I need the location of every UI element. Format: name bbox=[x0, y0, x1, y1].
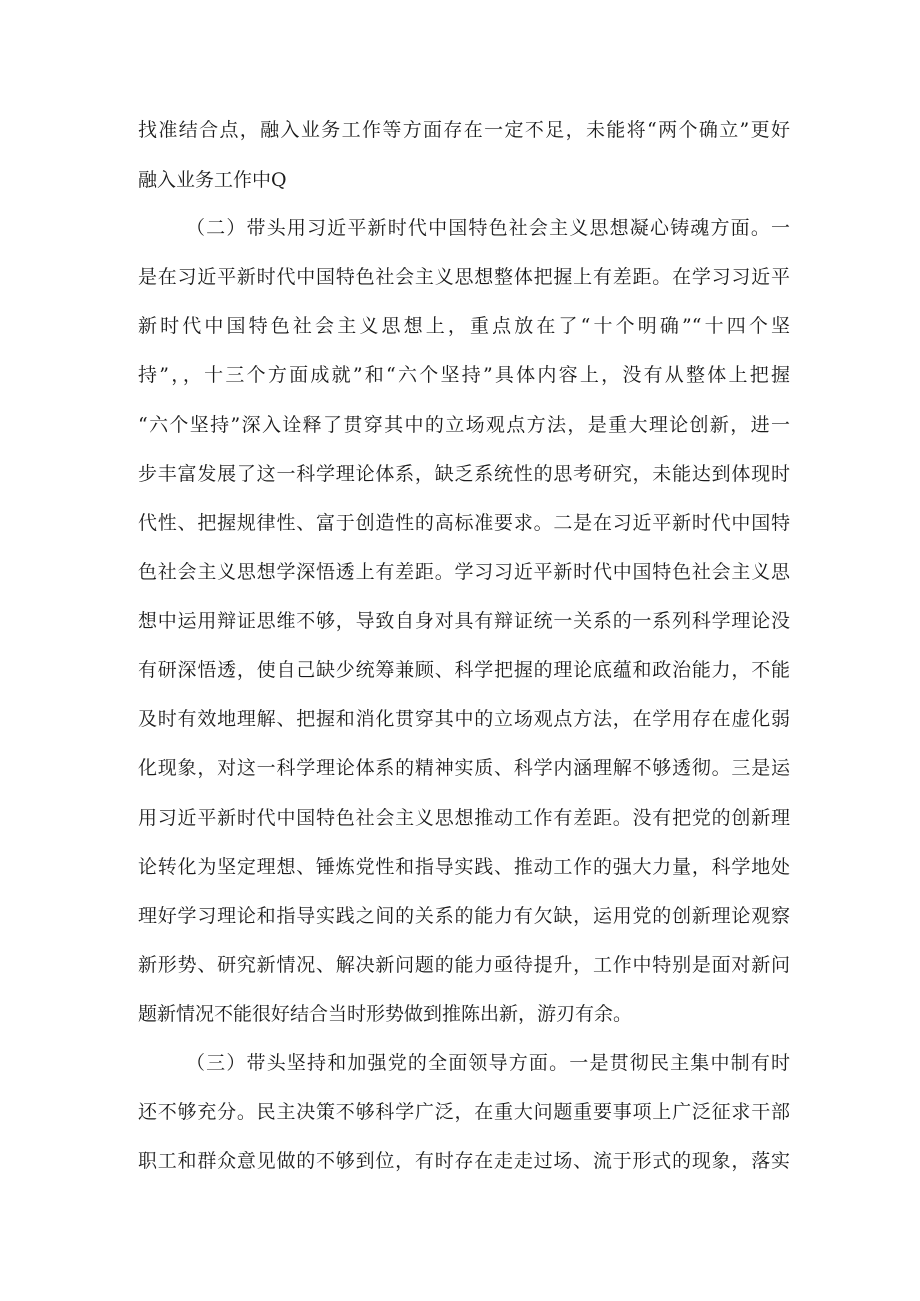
paragraph-1-line-2: 融入业务工作中Q bbox=[138, 169, 287, 191]
paragraph-3-line-3: 职工和群众意见做的不够到位，有时存在走走过场、流于形式的现象，落实 bbox=[138, 1150, 790, 1172]
paragraph-2-line-2: 是在习近平新时代中国特色社会主义思想整体把握上有差距。在学习习近平 bbox=[138, 266, 790, 288]
paragraph-1-line-1: 找准结合点，融入业务工作等方面存在一定不足，未能将“两个确立”更好 bbox=[138, 119, 790, 141]
paragraph-2-line-5: “六个坚持”深入诠释了贯穿其中的立场观点方法，是重大理论创新，进一 bbox=[138, 414, 790, 436]
paragraph-2-line-8: 色社会主义思想学深悟透上有差距。学习习近平新时代中国特色社会主义思 bbox=[138, 561, 790, 583]
paragraph-2-line-12: 化现象，对这一科学理论体系的精神实质、科学内涵理解不够透彻。三是运 bbox=[138, 757, 790, 779]
paragraph-2-line-4: 持”，，十三个方面成就”和“六个坚持”具体内容上，没有从整体上把握 bbox=[138, 364, 790, 386]
paragraph-3-line-1: （三）带头坚持和加强党的全面领导方面。一是贯彻民主集中制有时 bbox=[186, 1052, 790, 1074]
paragraph-2-line-17: 题新情况不能很好结合当时形势做到推陈出新，游刃有余。 bbox=[138, 1003, 633, 1025]
paragraph-2-line-16: 新形势、研究新情况、解决新问题的能力亟待提升，工作中特别是面对新问 bbox=[138, 954, 790, 976]
paragraph-2-line-11: 及时有效地理解、把握和消化贯穿其中的立场观点方法，在学用存在虚化弱 bbox=[138, 708, 790, 730]
paragraph-2-line-6: 步丰富发展了这一科学理论体系，缺乏系统性的思考研究，未能达到体现时 bbox=[138, 463, 790, 485]
paragraph-2-line-7: 代性、把握规律性、富于创造性的高标准要求。二是在习近平新时代中国特 bbox=[138, 512, 790, 534]
paragraph-2-line-1: （二）带头用习近平新时代中国特色社会主义思想凝心铸魂方面。一 bbox=[186, 217, 790, 239]
paragraph-2-line-9: 想中运用辩证思维不够，导致自身对具有辩证统一关系的一系列科学理论没 bbox=[138, 610, 790, 632]
paragraph-2-line-15: 理好学习理论和指导实践之间的关系的能力有欠缺，运用党的创新理论观察 bbox=[138, 905, 790, 927]
paragraph-2-line-3: 新时代中国特色社会主义思想上，重点放在了“十个明确”“十四个坚 bbox=[138, 315, 790, 337]
paragraph-3-line-2: 还不够充分。民主决策不够科学广泛，在重大问题重要事项上广泛征求干部 bbox=[138, 1101, 790, 1123]
paragraph-2-line-13: 用习近平新时代中国特色社会主义思想推动工作有差距。没有把党的创新理 bbox=[138, 807, 790, 829]
paragraph-2-line-14: 论转化为坚定理想、锤炼党性和指导实践、推动工作的强大力量，科学地处 bbox=[138, 856, 790, 878]
paragraph-2-line-10: 有研深悟透，使自己缺少统筹兼顾、科学把握的理论底蕴和政治能力，不能 bbox=[138, 659, 790, 681]
